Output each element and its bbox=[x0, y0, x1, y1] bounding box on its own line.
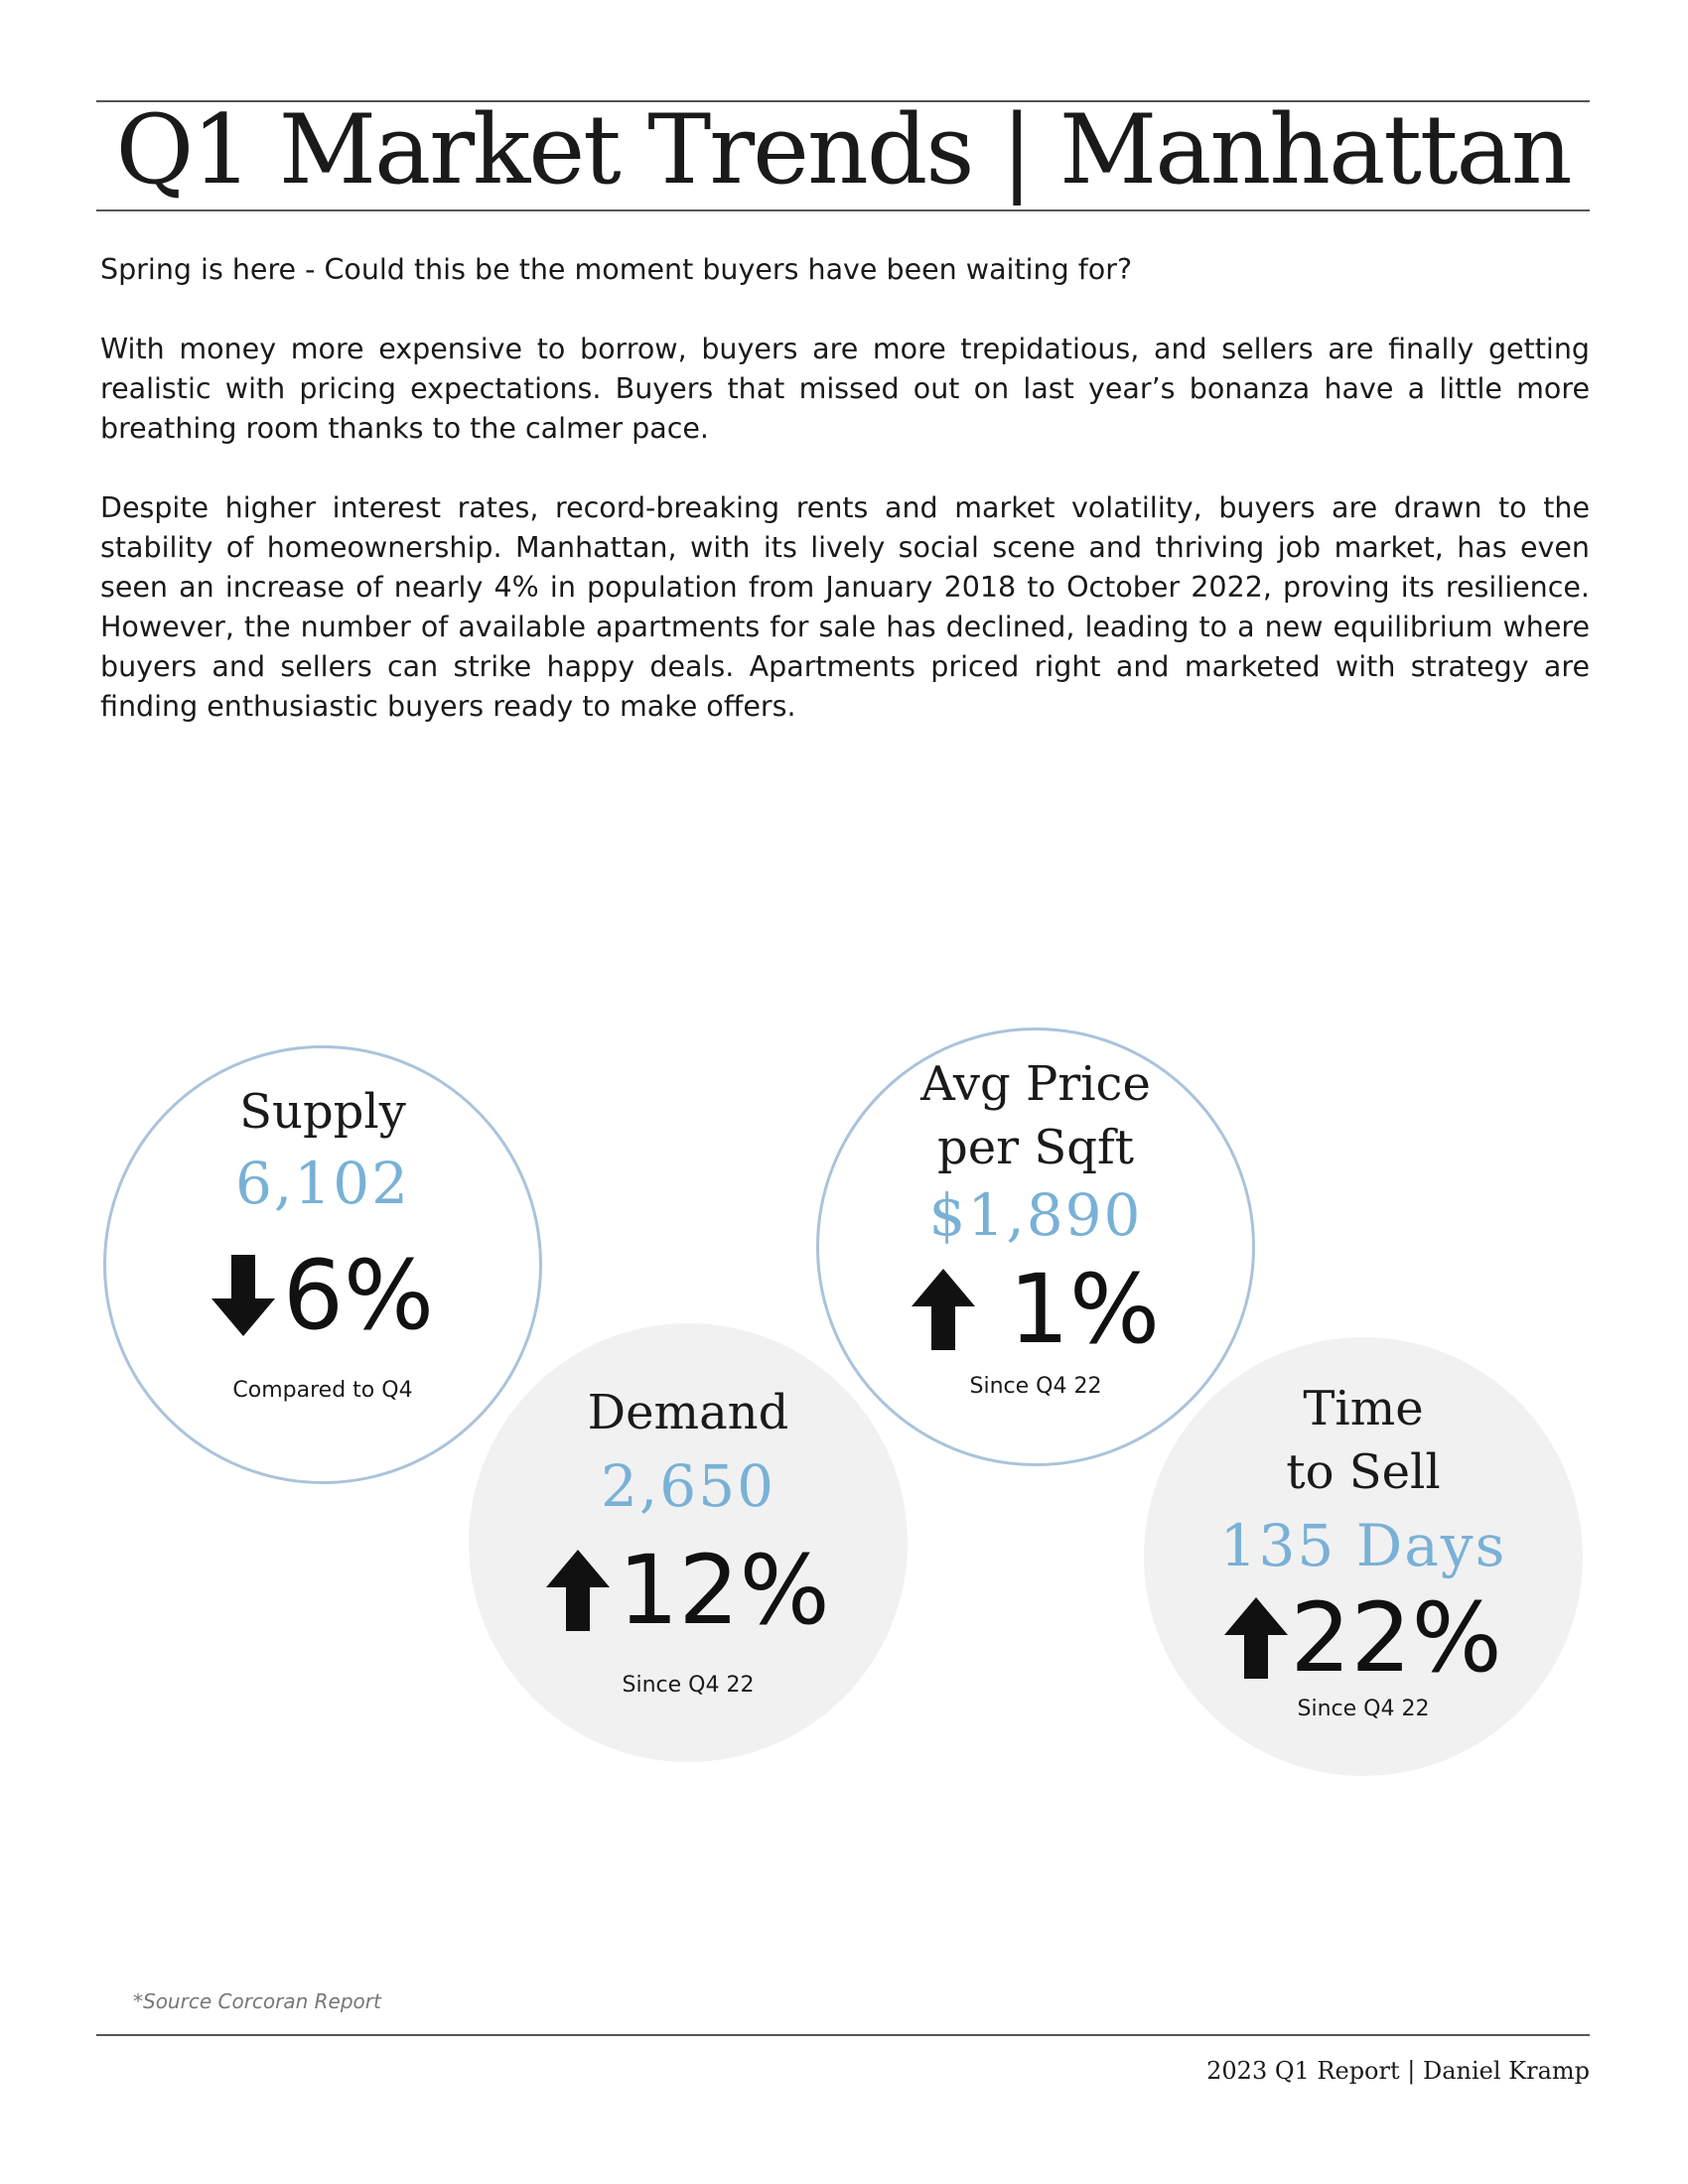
price-change-value: 1% bbox=[1008, 1254, 1161, 1365]
supply-value: 6,102 bbox=[234, 1150, 411, 1217]
supply-note: Compared to Q4 bbox=[232, 1378, 413, 1403]
demand-label: Demand bbox=[587, 1385, 789, 1440]
arrow-down-icon bbox=[211, 1255, 275, 1336]
price-label: Avg Price per Sqft bbox=[920, 1056, 1151, 1175]
supply-label: Supply bbox=[239, 1084, 406, 1140]
demand-change bbox=[469, 1536, 908, 1645]
time-change-value: 22% bbox=[1290, 1582, 1502, 1694]
time-change bbox=[1144, 1583, 1583, 1693]
demand-value: 2,650 bbox=[600, 1452, 776, 1520]
source-note: *Source Corcoran Report bbox=[133, 1989, 381, 2013]
arrow-up-icon bbox=[912, 1269, 975, 1350]
time-value: 135 Days bbox=[1219, 1512, 1507, 1579]
demand-note: Since Q4 22 bbox=[622, 1673, 755, 1698]
title-rule bbox=[96, 209, 1590, 211]
time-note: Since Q4 22 bbox=[1297, 1697, 1430, 1721]
intro-text bbox=[100, 250, 1590, 766]
page-title: Q1 Market Trends | Manhattan bbox=[115, 94, 1571, 205]
price-note: Since Q4 22 bbox=[969, 1374, 1102, 1399]
supply-change-value: 6% bbox=[282, 1240, 435, 1351]
arrow-up-icon bbox=[1224, 1597, 1288, 1679]
intro-paragraph-1: With money more expensive to borrow, buyers are more trepidatious, and sellers are finally getting realistic with pricing expectations. Buyers that missed out on last year’s bonanza have a little more breathing room thanks to the calmer pace. bbox=[100, 333, 1590, 445]
footer-rule bbox=[96, 2034, 1590, 2036]
price-stat bbox=[816, 1027, 1255, 1466]
supply-change bbox=[106, 1241, 539, 1350]
footer-text: 2023 Q1 Report | Daniel Kramp bbox=[1206, 2057, 1590, 2085]
time-to-sell-stat bbox=[1144, 1337, 1583, 1776]
arrow-up-icon bbox=[546, 1550, 610, 1631]
time-label: Time to Sell bbox=[1286, 1381, 1441, 1500]
intro-paragraph-2: Despite higher interest rates, record-breaking rents and market volatility, buyers are drawn to the stability of homeownership. Manhattan, with its lively social scene and thriving job market, has even seen an increase of nearly 4% in population from January 2018 to October 2022, proving its resilience. However, the number of available apartments for sale has declined, leading to a new equilibrium where buyers and sellers can strike happy deals. Apartments priced right and marketed with strategy are finding enthusiastic buyers ready to make offers. bbox=[100, 491, 1590, 723]
demand-change-value: 12% bbox=[618, 1535, 830, 1646]
intro-lead: Spring is here - Could this be the moment buyers have been waiting for? bbox=[100, 253, 1133, 286]
price-value: $1,890 bbox=[928, 1181, 1143, 1249]
price-change bbox=[819, 1255, 1252, 1364]
